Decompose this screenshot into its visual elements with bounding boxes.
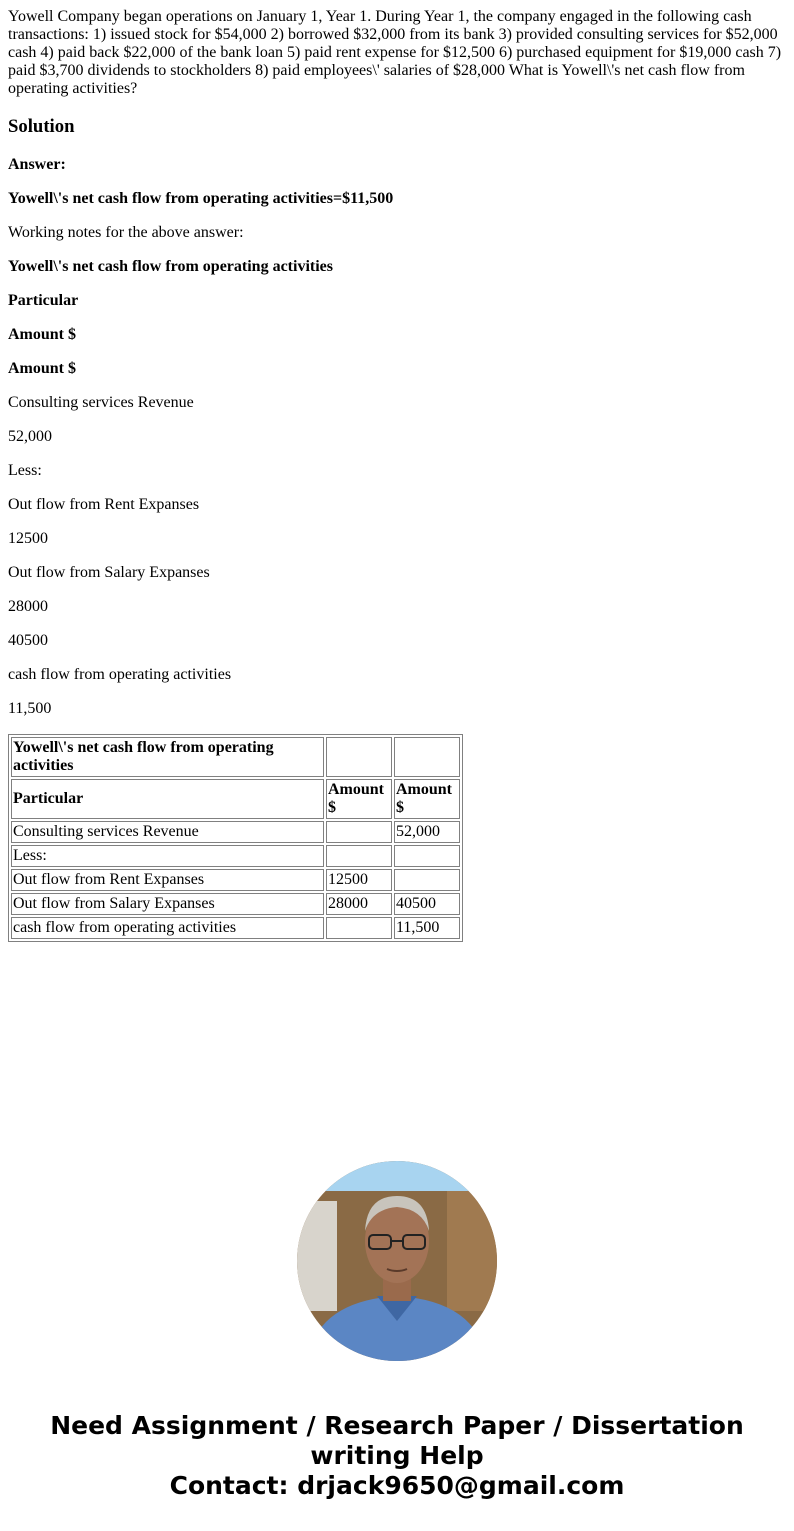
table-cell [11,869,324,891]
cell-text: Particular [13,790,84,807]
table-row [11,845,460,867]
solution-heading: Solution [8,116,75,137]
table-cell [394,917,460,939]
working-note-line: cash flow from operating activities [8,666,232,683]
answer-text: Yowell\'s net cash flow from operating activities=$11,500 [8,190,394,207]
cell-text: cash flow from operating activities [13,919,237,936]
table-cell [11,737,324,777]
table-row [11,893,460,915]
cell-text: Out flow from Rent Expanses [13,871,205,888]
table-cell [326,821,392,843]
table-cell [11,845,324,867]
table-row [11,779,460,819]
table-cell [394,893,460,915]
working-note-line: Yowell\'s net cash flow from operating activities [8,258,333,275]
table-row [11,821,460,843]
cell-text: 12500 [328,871,368,888]
question-text: Yowell Company began operations on January 1, Year 1. During Year 1, the company engaged in the following cash transactions: 1) issued stock for $54,000 2) borrowed $32,000 from its bank 3) provided consulting services for $52,000 cash 4) paid back $22,000 of the bank loan 5) paid rent expense for $12,500 6) purchased equipment for $19,000 cash 7) paid $3,700 dividends to stockholders 8) paid employees\' salaries of $28,000 What is Yowell\'s net cash flow from operating activities? [8,8,782,97]
footer-contact [0,1411,794,1501]
table-cell [326,779,392,819]
cell-text: Less: [13,847,47,864]
working-note-line: Out flow from Salary Expanses [8,564,210,581]
table-cell [394,821,460,843]
cell-text: Amount $ [396,781,453,816]
cell-text: Consulting services Revenue [13,823,199,840]
cell-text: Out flow from Salary Expanses [13,895,215,912]
cell-text: 52,000 [396,823,440,840]
working-note-line: 52,000 [8,428,52,445]
table-row [11,869,460,891]
footer-contact-email: Contact: drjack9650@gmail.com [169,1471,625,1500]
table-cell [326,737,392,777]
table-cell [326,893,392,915]
working-note-line: 12500 [8,530,48,547]
working-note-line: Amount $ [8,360,77,377]
table-row [11,737,460,777]
table-cell [11,917,324,939]
working-notes-lines [8,258,786,718]
cell-text: 28000 [328,895,368,912]
cell-text: Yowell\'s net cash flow from operating activities [13,739,274,774]
working-note-line: Less: [8,462,42,479]
footer-line-1: Need Assignment / Research Paper / Dissertation [50,1411,744,1440]
working-note-line: Out flow from Rent Expanses [8,496,200,513]
working-note-line: 11,500 [8,700,52,717]
table-cell [394,737,460,777]
working-notes-label: Working notes for the above answer: [8,224,244,241]
answer-label: Answer: [8,156,66,173]
table-cell [326,869,392,891]
cell-text: Amount $ [328,781,385,816]
table-cell [11,779,324,819]
table-cell [326,917,392,939]
working-note-line: Amount $ [8,326,77,343]
table-row [11,917,460,939]
working-note-line: Particular [8,292,79,309]
table-cell [394,869,460,891]
table-cell [394,845,460,867]
cash-flow-table [8,734,463,942]
table-cell [11,893,324,915]
working-note-line: 40500 [8,632,48,649]
table-cell [394,779,460,819]
cell-text: 40500 [396,895,436,912]
cell-text: 11,500 [396,919,440,936]
working-note-line: 28000 [8,598,48,615]
working-note-line: Consulting services Revenue [8,394,194,411]
footer-line-2: writing Help [310,1441,484,1470]
table-cell [11,821,324,843]
table-cell [326,845,392,867]
author-avatar [297,1161,497,1361]
